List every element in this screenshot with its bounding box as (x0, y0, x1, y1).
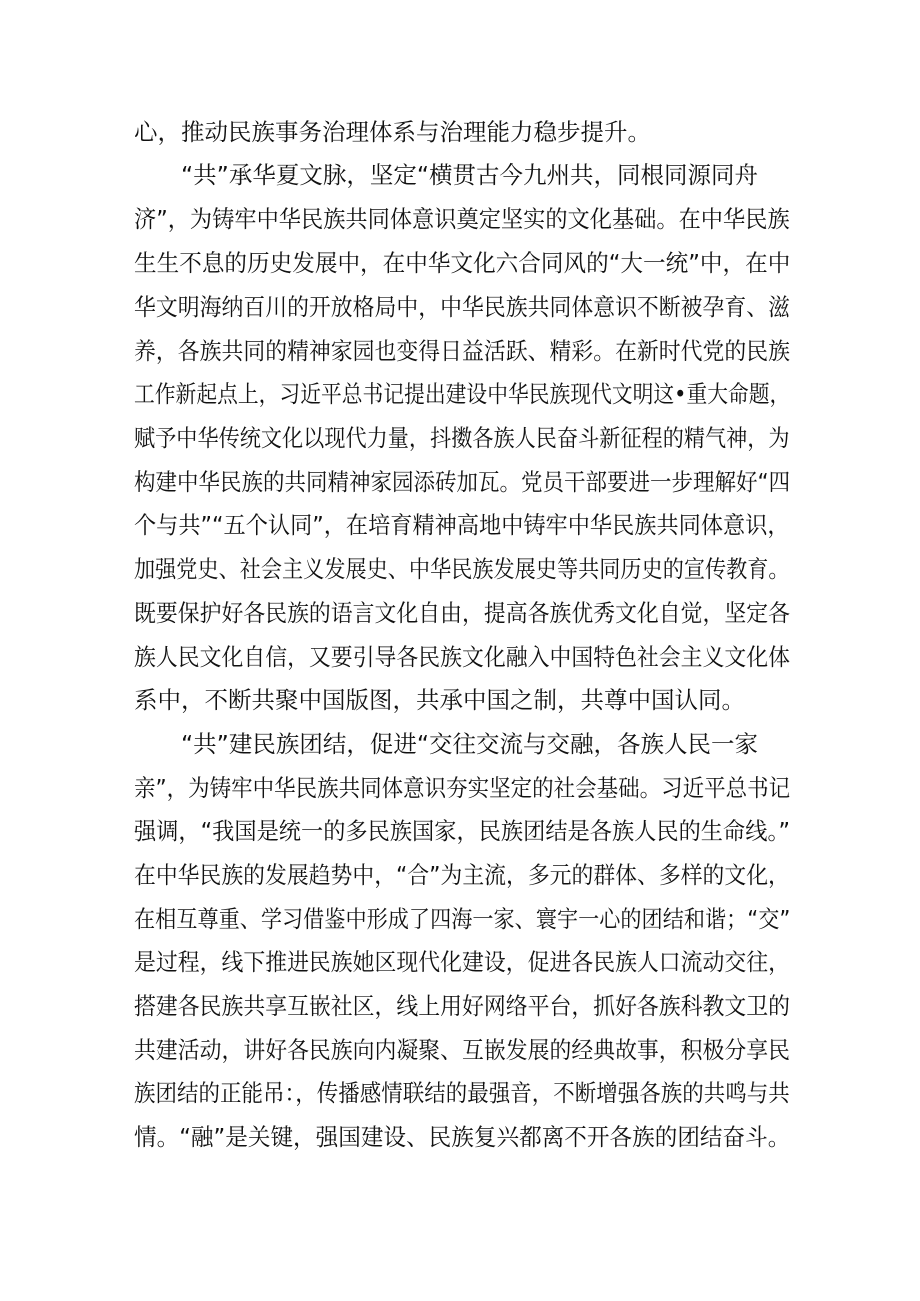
text-line: 在中华民族的发展趋势中，“合”为主流，多元的群体、多样的文化， (134, 861, 790, 889)
text-line: 亲”，为铸牢中华民族共同体意识夯实坚定的社会基础。习近平总书记 (134, 774, 791, 802)
text-line: 华文明海纳百川的开放格局中，中华民族共同体意识不断被孕育、滋 (134, 293, 791, 321)
text-line: 生生不息的历史发展中，在中华文化六合同风的“大一统”中，在中 (134, 249, 791, 277)
text-line: 在相互尊重、学习借鉴中形成了四海一家、寰宇一心的团结和谐；“交” (134, 905, 791, 933)
text-line: 加强党史、社会主义发展史、中华民族发展史等共同历史的宣传教育。 (134, 555, 790, 583)
text-line: 心，推动民族事务治理体系与治理能力稳步提升。 (134, 118, 651, 146)
text-line: 族人民文化自信，又要引导各民族文化融入中国特色社会主义文化体 (134, 643, 791, 671)
text-line: 既要保护好各民族的语言文化自由，提高各族优秀文化自觉，坚定各 (134, 599, 791, 627)
text-line: 搭建各民族共享互嵌社区，线上用好网络平台，抓好各族科教文卫的 (134, 992, 791, 1020)
text-line: 个与共”“五个认同”，在培育精神高地中铸牢中华民族共同体意识， (134, 511, 790, 539)
text-line: 是过程，线下推进民族她区现代化建设，促进各民族人口流动交往， (134, 948, 791, 976)
text-line: 工作新起点上，习近平总书记提出建设中华民族现代文明这•重大命题， (134, 380, 791, 408)
text-line: 养，各族共同的精神家园也变得日益活跃、精彩。在新时代党的民族 (134, 337, 791, 365)
paragraph-first-line: “共”建民族团结，促进“交往交流与交融，各族人民一家 (181, 730, 759, 758)
text-line: 系中，不断共聚中国版图，共承中国之制，共尊中国认同。 (134, 686, 745, 714)
text-line: 情。“融”是关键，强国建设、民族复兴都离不开各族的团结奋斗。 (134, 1123, 791, 1151)
text-line: 赋予中华传统文化以现代力量，抖擞各族人民奋斗新征程的精气神，为 (134, 424, 790, 452)
text-line: 济”，为铸牢中华民族共同体意识奠定坚实的文化基础。在中华民族 (134, 205, 790, 233)
text-line: 共建活动，讲好各民族向内凝聚、互嵌发展的经典故事，积极分享民 (134, 1036, 791, 1064)
text-line: 构建中华民族的共同精神家园添砖加瓦。党员干部要进一步理解好“四 (134, 468, 791, 496)
text-line: 族团结的正能吊：，传播感情联结的最强音，不断增强各族的共鸣与共 (134, 1079, 790, 1107)
paragraph-first-line: “共”承华夏文脉，坚定“横贯古今九州共，同根同源同舟 (181, 161, 759, 189)
text-line: 强调，“我国是统一的多民族国家，民族团结是各族人民的生命线。” (134, 817, 791, 845)
